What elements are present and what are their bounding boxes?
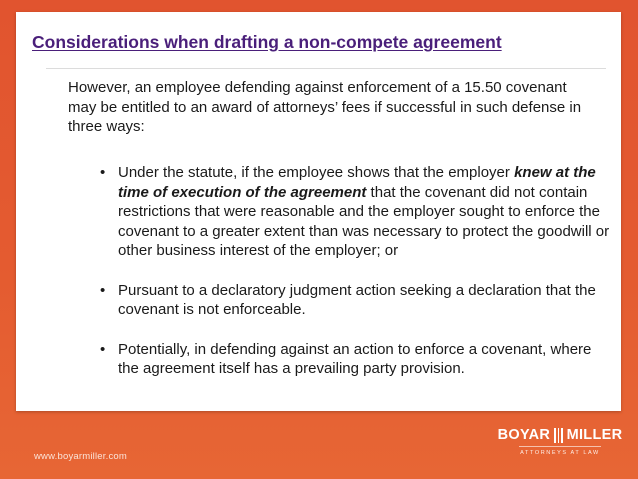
footer-website-link[interactable]: www.boyarmiller.com — [34, 451, 128, 462]
logo-text-right: MILLER — [566, 427, 623, 443]
bullet-item-prevailing-party — [100, 340, 610, 379]
bullet-text: Potentially, in defending against an action to enforce a covenant, where the agreement itself has a prevailing party provision. — [118, 340, 592, 377]
title-divider — [46, 68, 606, 69]
boyarmiller-logo — [497, 425, 623, 465]
intro-paragraph: However, an employee defending against enforcement of a 15.50 covenant may be entitled to an award of attorneys’ fees if successful in such defense in three ways: — [68, 79, 582, 135]
bullet-item-statute — [100, 163, 610, 261]
logo-divider — [519, 446, 601, 447]
bullet-emphasis: knew at the time of execution of the agreement — [118, 164, 596, 201]
bullet-glyph: • — [100, 164, 106, 181]
bullet-text: Under the statute, if the employee shows that the employer — [118, 164, 515, 181]
bullet-item-declaratory — [100, 281, 610, 320]
logo-tagline: ATTORNEYS AT LAW — [520, 450, 600, 456]
slide-title: Considerations when drafting a non-compete agreement — [32, 32, 502, 52]
bullet-glyph: • — [100, 340, 106, 358]
slide-content-card — [16, 12, 621, 411]
vertical-bars-logo-mark-icon — [554, 428, 562, 443]
logo-wordmark — [497, 427, 623, 443]
bullet-text: Pursuant to a declaratory judgment action seeking a declaration that the covenant is not enforceable. — [118, 281, 596, 318]
logo-text-left: BOYAR — [497, 427, 551, 443]
bullet-glyph: • — [100, 281, 106, 299]
bullet-text-continued: that the covenant did not contain restrictions that were reasonable and the employer sought to enforce the covenant to a greater extent than was necessary to protect the goodwill or other business interest of the employer; or — [118, 183, 610, 259]
bullet-list — [100, 163, 610, 399]
